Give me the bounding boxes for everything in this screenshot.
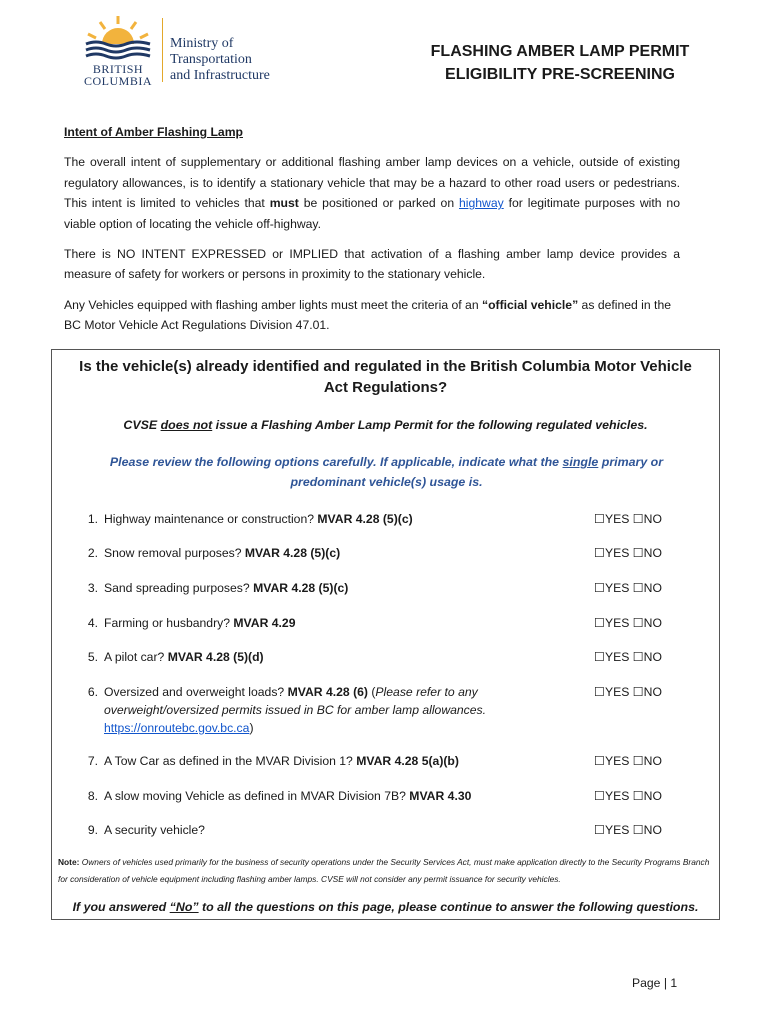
item-text [104,510,514,528]
item-question: A pilot car? [104,650,168,664]
no-label: NO [643,754,662,768]
yes-no-options [594,752,662,770]
review-instructions [82,452,691,492]
item-number: 2. [87,546,98,560]
item-paren-open: ( [367,685,376,699]
no-checkbox[interactable]: ☐NO [632,650,662,664]
yes-no-options [594,614,662,632]
no-label: NO [643,512,662,526]
no-label: NO [643,650,662,664]
intro-section [64,122,680,346]
cvse-notice [52,418,719,432]
screening-question-box [51,349,720,920]
item-regulation: MVAR 4.28 5(a)(b) [356,754,459,768]
note-label: Note: [58,857,80,867]
yes-no-options [594,821,662,839]
no-checkbox[interactable]: ☐NO [632,754,662,768]
yes-label: YES [604,546,630,560]
intro-paragraph-1 [64,152,680,234]
closing-text-b: to all the questions on this page, please continue to answer the following questions. [198,900,699,914]
cvse-text-a: CVSE [123,418,161,432]
item-permit-note: Please refer to any overweight/oversized permits issued in BC for amber lamp allowances. [104,685,487,717]
onroutebc-link[interactable]: https://onroutebc.gov.bc.ca [104,721,250,735]
item-question: A security vehicle? [104,823,205,837]
yes-no-options [594,683,662,701]
item-question: A Tow Car as defined in the MVAR Division 1? [104,754,357,768]
yes-checkbox[interactable]: ☐YES [594,650,630,664]
yes-no-options [594,787,662,805]
no-checkbox[interactable]: ☐NO [632,789,662,803]
yes-no-options [594,510,662,528]
item-number: 5. [87,650,98,664]
item-text [104,752,514,770]
no-label: NO [643,546,662,560]
yes-label: YES [604,789,630,803]
item-number: 4. [87,616,98,630]
no-checkbox[interactable]: ☐NO [632,581,662,595]
item-question: A slow moving Vehicle as defined in MVAR Division 7B? [104,789,410,803]
item-text [104,648,514,666]
yes-no-options [594,648,662,666]
yes-checkbox[interactable]: ☐YES [594,546,630,560]
question-title: Is the vehicle(s) already identified and regulated in the British Columbia Motor Vehicle Act Regulations? [79,358,692,396]
item-number: 6. [87,685,98,699]
p3-bold-official-vehicle: “official vehicle” [481,297,579,312]
intro-paragraph-3 [64,295,680,336]
item-number: 8. [87,789,98,803]
document-title [390,40,730,86]
yes-label: YES [604,650,630,664]
item-regulation: MVAR 4.28 (6) [287,685,368,699]
item-text [104,787,514,805]
yes-label: YES [604,754,630,768]
item-paren-close: ) [249,721,254,735]
review-text-a: Please review the following options carefully. If applicable, indicate what the [109,455,563,469]
p3-text-b: as defined in the BC Motor Vehicle Act Regulations Division 47.01. [64,297,672,333]
yes-label: YES [604,512,630,526]
yes-checkbox[interactable]: ☐YES [594,512,630,526]
logo-divider [162,18,163,82]
item-question: Highway maintenance or construction? [104,512,318,526]
ministry-line-3: and Infrastructure [170,68,270,83]
item-number: 9. [87,823,98,837]
item-number: 7. [87,754,98,768]
item-regulation: MVAR 4.28 (5)(c) [244,546,341,560]
item-regulation: MVAR 4.30 [409,789,472,803]
item-regulation: MVAR 4.28 (5)(d) [167,650,264,664]
yes-checkbox[interactable]: ☐YES [594,685,630,699]
item-number: 3. [87,581,98,595]
closing-instruction [52,900,719,914]
no-checkbox[interactable]: ☐NO [632,512,662,526]
p3-text-a: Any Vehicles equipped with flashing amber lights must meet the criteria of an [64,297,482,312]
no-label: NO [643,616,662,630]
note-text: Owners of vehicles used primarily for the business of security operations under the Security Services Act, must make application directly to the Security Programs Branch for consideration of vehicle equipment including flashing amber lamps. CVSE will not consider any permit issuance for security vehicles. [58,857,710,884]
p1-text-c: for legitimate purposes with no viable option of locating the vehicle off-highway. [64,196,680,231]
bc-government-logo [78,14,288,86]
item-question: Sand spreading purposes? [104,581,254,595]
ministry-line-1: Ministry of [170,36,234,51]
item-text [104,614,514,632]
cvse-text-b: issue a Flashing Amber Lamp Permit for the following regulated vehicles. [212,418,648,432]
item-text [104,683,514,737]
item-regulation: MVAR 4.29 [233,616,296,630]
p1-text-a: The overall intent of supplementary or additional flashing amber lamp devices on a vehicle, outside of existing regulatory allowances, is to identify a stationary vehicle that may be a hazard to other road users or pedestrians. This intent is limited to vehicles that [64,155,680,211]
no-checkbox[interactable]: ☐NO [632,546,662,560]
yes-checkbox[interactable]: ☐YES [594,754,630,768]
no-label: NO [643,823,662,837]
yes-checkbox[interactable]: ☐YES [594,616,630,630]
cvse-does-not: does not [160,418,213,432]
no-checkbox[interactable]: ☐NO [632,616,662,630]
no-label: NO [643,685,662,699]
yes-label: YES [604,616,630,630]
yes-label: YES [604,581,630,595]
review-text-b: primary or predominant vehicle(s) usage is. [290,455,664,489]
p1-bold-must: must [269,196,299,211]
bc-sun-icon [78,14,158,62]
no-label: NO [643,581,662,595]
review-single: single [562,455,599,469]
highway-link[interactable]: highway [459,196,504,211]
intro-paragraph-2: There is NO INTENT EXPRESSED or IMPLIED that activation of a flashing amber lamp device provides a measure of safety for workers or persons in proximity to the stationary vehicle. [64,247,680,282]
item-question: Farming or husbandry? [104,616,234,630]
security-note [58,854,713,888]
no-label: NO [643,789,662,803]
yes-no-options [594,579,662,597]
intro-heading: Intent of Amber Flashing Lamp [64,125,243,139]
item-text [104,821,514,839]
p1-text-b: be positioned or parked on [298,196,459,211]
yes-label: YES [604,823,630,837]
ministry-line-2: Transportation [170,52,252,67]
closing-text-a: If you answered [72,900,170,914]
no-checkbox[interactable]: ☐NO [632,823,662,837]
item-question: Snow removal purposes? [104,546,245,560]
no-checkbox[interactable]: ☐NO [632,685,662,699]
item-text [104,544,514,562]
yes-checkbox[interactable]: ☐YES [594,789,630,803]
item-question: Oversized and overweight loads? [104,685,288,699]
yes-checkbox[interactable]: ☐YES [594,581,630,595]
closing-no: “No” [169,900,199,914]
title-line-2: ELIGIBILITY PRE-SCREENING [445,66,675,83]
logo-columbia: COLUMBIA [83,74,152,88]
page-number: Page | 1 [632,976,678,990]
title-line-1: FLASHING AMBER LAMP PERMIT [430,43,690,60]
item-number: 1. [87,512,98,526]
yes-label: YES [604,685,630,699]
yes-no-options [594,544,662,562]
yes-checkbox[interactable]: ☐YES [594,823,630,837]
item-text [104,579,514,597]
item-regulation: MVAR 4.28 (5)(c) [317,512,413,526]
item-regulation: MVAR 4.28 (5)(c) [253,581,349,595]
logo-british: BRITISH [92,62,144,76]
